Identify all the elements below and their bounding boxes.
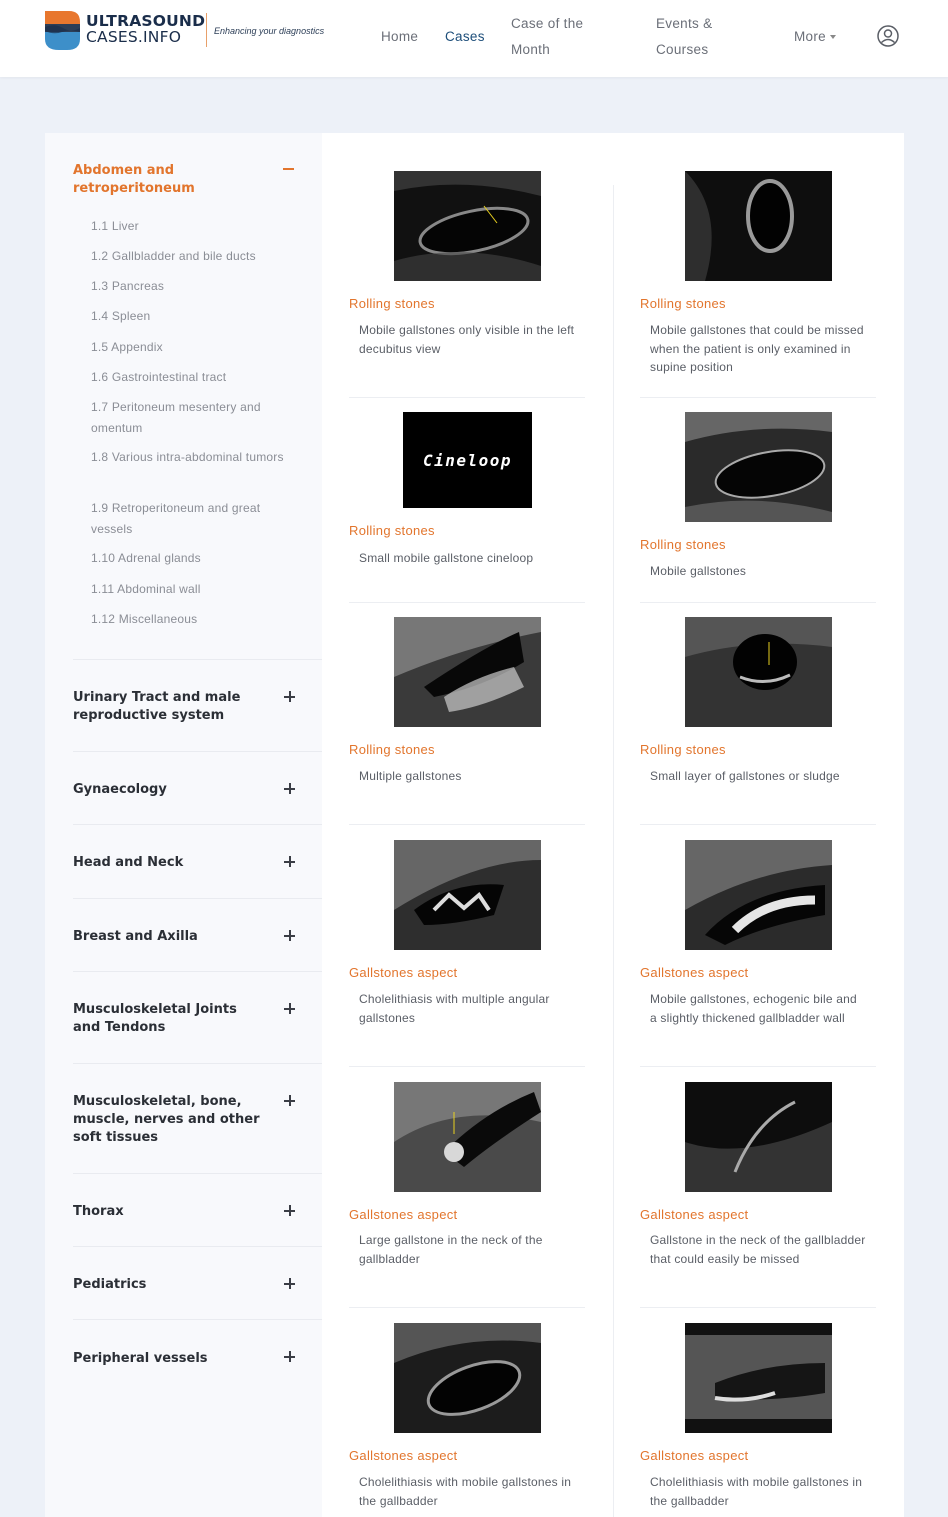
logo-text[interactable] bbox=[86, 13, 205, 45]
case-thumbnail[interactable] bbox=[685, 412, 832, 522]
case-thumbnail[interactable] bbox=[685, 171, 832, 281]
nav-more-dropdown[interactable] bbox=[794, 24, 836, 50]
case-thumbnail[interactable] bbox=[685, 1082, 832, 1192]
sidebar-item-adrenal[interactable]: 1.10 Adrenal glands bbox=[91, 551, 201, 565]
case-description: Small mobile gallstone cineloop bbox=[359, 551, 534, 565]
case-title[interactable]: Gallstones aspect bbox=[640, 1207, 749, 1222]
card-divider bbox=[349, 1066, 585, 1067]
sidebar-item-peritoneum[interactable]: 1.7 Peritoneum mesentery and omentum bbox=[91, 400, 261, 435]
sidebar-item-appendix[interactable]: 1.5 Appendix bbox=[91, 340, 163, 354]
card-divider bbox=[640, 824, 876, 825]
card-divider bbox=[349, 824, 585, 825]
case-thumbnail[interactable] bbox=[394, 171, 541, 281]
case-description: Multiple gallstones bbox=[359, 769, 462, 783]
sidebar-section-head-neck[interactable] bbox=[73, 824, 322, 898]
cineloop-thumbnail[interactable]: Cineloop bbox=[403, 412, 532, 508]
case-title[interactable]: Gallstones aspect bbox=[349, 1448, 458, 1463]
sidebar-item-gastrointestinal[interactable]: 1.6 Gastrointestinal tract bbox=[91, 370, 227, 384]
nav-home[interactable]: Home bbox=[381, 29, 419, 44]
card-divider bbox=[640, 397, 876, 398]
sidebar-section-label: Musculoskeletal, bone, muscle, nerves and other soft tissues bbox=[73, 1094, 260, 1145]
sidebar-item-gallbladder[interactable]: 1.2 Gallbladder and bile ducts bbox=[91, 249, 256, 263]
main-panel bbox=[45, 133, 904, 1517]
sidebar-section-label: Peripheral vessels bbox=[73, 1351, 208, 1366]
case-description: Large gallstone in the neck of the gallbladder bbox=[359, 1233, 543, 1266]
sidebar-section-peripheral-vessels[interactable] bbox=[73, 1319, 322, 1393]
sidebar-item-liver[interactable]: 1.1 Liver bbox=[91, 219, 139, 233]
case-title[interactable]: Gallstones aspect bbox=[349, 1207, 458, 1222]
tagline: Enhancing your diagnostics bbox=[214, 26, 325, 36]
case-thumbnail[interactable] bbox=[685, 1323, 832, 1433]
category-sidebar bbox=[45, 133, 322, 1517]
user-account-icon[interactable] bbox=[877, 25, 899, 47]
nav-cases[interactable]: Cases bbox=[445, 29, 485, 44]
case-description: Cholelithiasis with mobile gallstones in the gallbadder bbox=[359, 1475, 572, 1508]
nav-events-courses[interactable]: Events & Courses bbox=[656, 16, 713, 57]
case-description: Cholelithiasis with multiple angular gallstones bbox=[359, 992, 550, 1025]
sidebar-item-miscellaneous[interactable]: 1.12 Miscellaneous bbox=[91, 612, 198, 626]
card-divider bbox=[349, 1307, 585, 1308]
nav-case-of-the-month[interactable]: Case of the Month bbox=[511, 16, 584, 57]
sidebar-item-pancreas[interactable]: 1.3 Pancreas bbox=[91, 279, 165, 293]
case-thumbnail[interactable] bbox=[685, 840, 832, 950]
sidebar-section-msk-soft-tissues[interactable] bbox=[73, 1063, 322, 1173]
sidebar-section-label: Pediatrics bbox=[73, 1277, 147, 1292]
expand-plus-icon[interactable] bbox=[284, 1003, 295, 1014]
expand-plus-icon[interactable] bbox=[284, 783, 295, 794]
sidebar-section-label: Gynaecology bbox=[73, 782, 167, 797]
expand-plus-icon[interactable] bbox=[284, 1205, 295, 1216]
sidebar-section-pediatrics[interactable] bbox=[73, 1246, 322, 1319]
case-thumbnail[interactable] bbox=[394, 840, 541, 950]
case-title[interactable]: Gallstones aspect bbox=[640, 965, 749, 980]
case-description: Mobile gallstones, echogenic bile and a slightly thickened gallbladder wall bbox=[650, 992, 857, 1025]
sidebar-item-retroperitoneum[interactable]: 1.9 Retroperitoneum and great vessels bbox=[91, 501, 261, 536]
case-thumbnail[interactable] bbox=[394, 1323, 541, 1433]
expand-plus-icon[interactable] bbox=[284, 1351, 295, 1362]
card-divider bbox=[640, 602, 876, 603]
card-divider bbox=[640, 1066, 876, 1067]
sidebar-section-gynaecology[interactable] bbox=[73, 751, 322, 824]
expand-plus-icon[interactable] bbox=[284, 930, 295, 941]
logo-divider bbox=[206, 13, 207, 47]
sidebar-item-intra-abdominal-tumors[interactable]: 1.8 Various intra-abdominal tumors bbox=[91, 450, 284, 464]
sidebar-section-label: Urinary Tract and male reproductive system bbox=[73, 690, 241, 723]
sidebar-section-urinary[interactable] bbox=[73, 659, 322, 751]
sidebar-section-thorax[interactable] bbox=[73, 1173, 322, 1246]
sidebar-item-spleen[interactable]: 1.4 Spleen bbox=[91, 309, 151, 323]
sidebar-section-abdomen[interactable]: Abdomen and retroperitoneum bbox=[73, 163, 195, 196]
logo-icon[interactable] bbox=[45, 11, 80, 50]
case-title[interactable]: Rolling stones bbox=[640, 742, 726, 757]
collapse-minus-icon[interactable] bbox=[283, 168, 294, 170]
case-title[interactable]: Rolling stones bbox=[349, 523, 435, 538]
case-description: Mobile gallstones that could be missed when the patient is only examined in supine position bbox=[650, 323, 864, 374]
sidebar-section-label: Musculoskeletal Joints and Tendons bbox=[73, 1002, 237, 1035]
case-title[interactable]: Rolling stones bbox=[640, 296, 726, 311]
logo-line-1: ULTRASOUND bbox=[86, 12, 206, 30]
case-description: Mobile gallstones bbox=[650, 564, 747, 578]
case-description: Gallstone in the neck of the gallbladder that could easily be missed bbox=[650, 1233, 866, 1266]
sidebar-section-msk-joints[interactable] bbox=[73, 971, 322, 1063]
case-title[interactable]: Gallstones aspect bbox=[640, 1448, 749, 1463]
case-thumbnail[interactable] bbox=[394, 617, 541, 727]
logo-line-2: CASES.INFO bbox=[86, 28, 182, 46]
case-title[interactable]: Rolling stones bbox=[640, 537, 726, 552]
case-thumbnail[interactable] bbox=[394, 1082, 541, 1192]
column-divider bbox=[613, 185, 614, 1517]
nav-more-label: More bbox=[794, 29, 826, 44]
case-description: Small layer of gallstones or sludge bbox=[650, 769, 840, 783]
top-header bbox=[0, 0, 948, 77]
expand-plus-icon[interactable] bbox=[284, 691, 295, 702]
case-description: Cholelithiasis with mobile gallstones in the gallbadder bbox=[650, 1475, 863, 1508]
case-thumbnail[interactable] bbox=[685, 617, 832, 727]
sidebar-item-abdominal-wall[interactable]: 1.11 Abdominal wall bbox=[91, 582, 201, 596]
case-description: Mobile gallstones only visible in the left decubitus view bbox=[359, 323, 575, 356]
expand-plus-icon[interactable] bbox=[284, 856, 295, 867]
sidebar-section-label: Breast and Axilla bbox=[73, 929, 198, 944]
expand-plus-icon[interactable] bbox=[284, 1095, 295, 1106]
expand-plus-icon[interactable] bbox=[284, 1278, 295, 1289]
case-title[interactable]: Gallstones aspect bbox=[349, 965, 458, 980]
sidebar-section-breast[interactable] bbox=[73, 898, 322, 971]
card-divider bbox=[640, 1307, 876, 1308]
case-title[interactable]: Rolling stones bbox=[349, 296, 435, 311]
card-divider bbox=[349, 397, 585, 398]
case-title[interactable]: Rolling stones bbox=[349, 742, 435, 757]
card-divider bbox=[349, 602, 585, 603]
chevron-down-icon bbox=[830, 35, 836, 39]
sidebar-section-label: Head and Neck bbox=[73, 855, 184, 870]
sidebar-section-label: Thorax bbox=[73, 1204, 124, 1219]
